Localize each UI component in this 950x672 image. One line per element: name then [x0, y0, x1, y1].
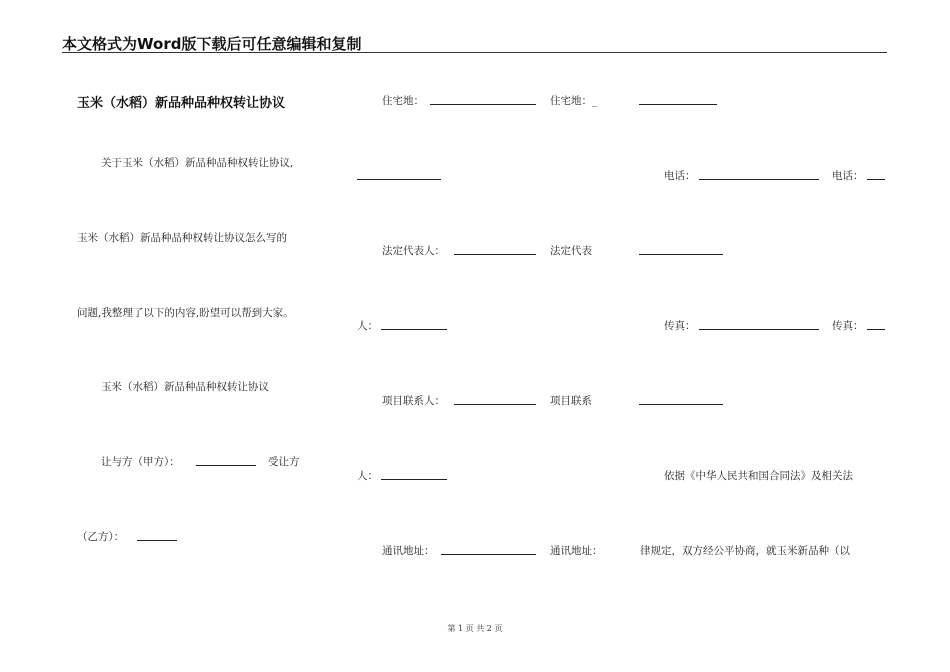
legal-rep-label-b: 法定代表 [550, 245, 592, 257]
mailing-address-blank-a [441, 554, 536, 555]
mailing-address-label-a: 通讯地址： [382, 545, 435, 557]
residence-label-b: 住宅地：_ [550, 95, 598, 107]
fax-label-b: 传真： [832, 320, 864, 332]
person-label-2: 人： [357, 470, 378, 482]
document-header-title: 本文格式为Word版下载后可任意编辑和复制 [62, 35, 362, 53]
person-blank-2 [381, 479, 447, 480]
residence-blank-b [639, 104, 717, 105]
project-contact-label-b: 项目联系 [550, 395, 592, 407]
assignor-label: 让与方（甲方）： [101, 456, 180, 468]
mailing-address-label-b: 通讯地址： [550, 545, 603, 557]
fax-blank-a [699, 329, 819, 330]
intro-line-1: 关于玉米（水稻）新品种品种权转让协议, [101, 157, 294, 169]
party-b-blank [137, 540, 177, 541]
legal-rep-blank-a [454, 254, 536, 255]
agreement-subtitle: 玉米（水稻）新品种品种权转让协议 [101, 381, 269, 393]
phone-label-a: 电话： [664, 170, 696, 182]
party-b-label: （乙方）： [77, 531, 125, 543]
fax-blank-b [867, 329, 885, 330]
assignor-blank [196, 465, 256, 466]
header-rule [62, 52, 887, 53]
intro-line-3: 问题,我整理了以下的内容,盼望可以帮到大家。 [77, 307, 294, 319]
fax-label-a: 传真： [664, 320, 696, 332]
legal-basis-line-1: 依据《中华人民共和国合同法》及相关法 [664, 470, 853, 482]
phone-blank-b [867, 179, 885, 180]
legal-rep-label-a: 法定代表人： [382, 245, 445, 257]
legal-rep-blank-b [639, 254, 723, 255]
agreement-title: 玉米（水稻）新品种品种权转让协议 [77, 96, 286, 111]
page-number: 第 1 页 共 2 页 [447, 624, 503, 633]
phone-blank-a [699, 179, 819, 180]
project-contact-blank-b [639, 404, 723, 405]
residence-label-a: 住宅地： [382, 95, 424, 107]
project-contact-label-a: 项目联系人： [382, 395, 445, 407]
legal-basis-line-2: 律规定，双方经公平协商，就玉米新品种（以 [640, 545, 850, 557]
person-label-1: 人： [357, 320, 378, 332]
continuation-blank [357, 179, 441, 180]
project-contact-blank-a [454, 404, 536, 405]
residence-blank-a [430, 104, 536, 105]
person-blank-1 [381, 329, 447, 330]
phone-label-b: 电话： [832, 170, 864, 182]
assignee-label: 受让方 [268, 456, 300, 468]
intro-line-2: 玉米（水稻）新品种品种权转让协议怎么写的 [77, 232, 287, 244]
